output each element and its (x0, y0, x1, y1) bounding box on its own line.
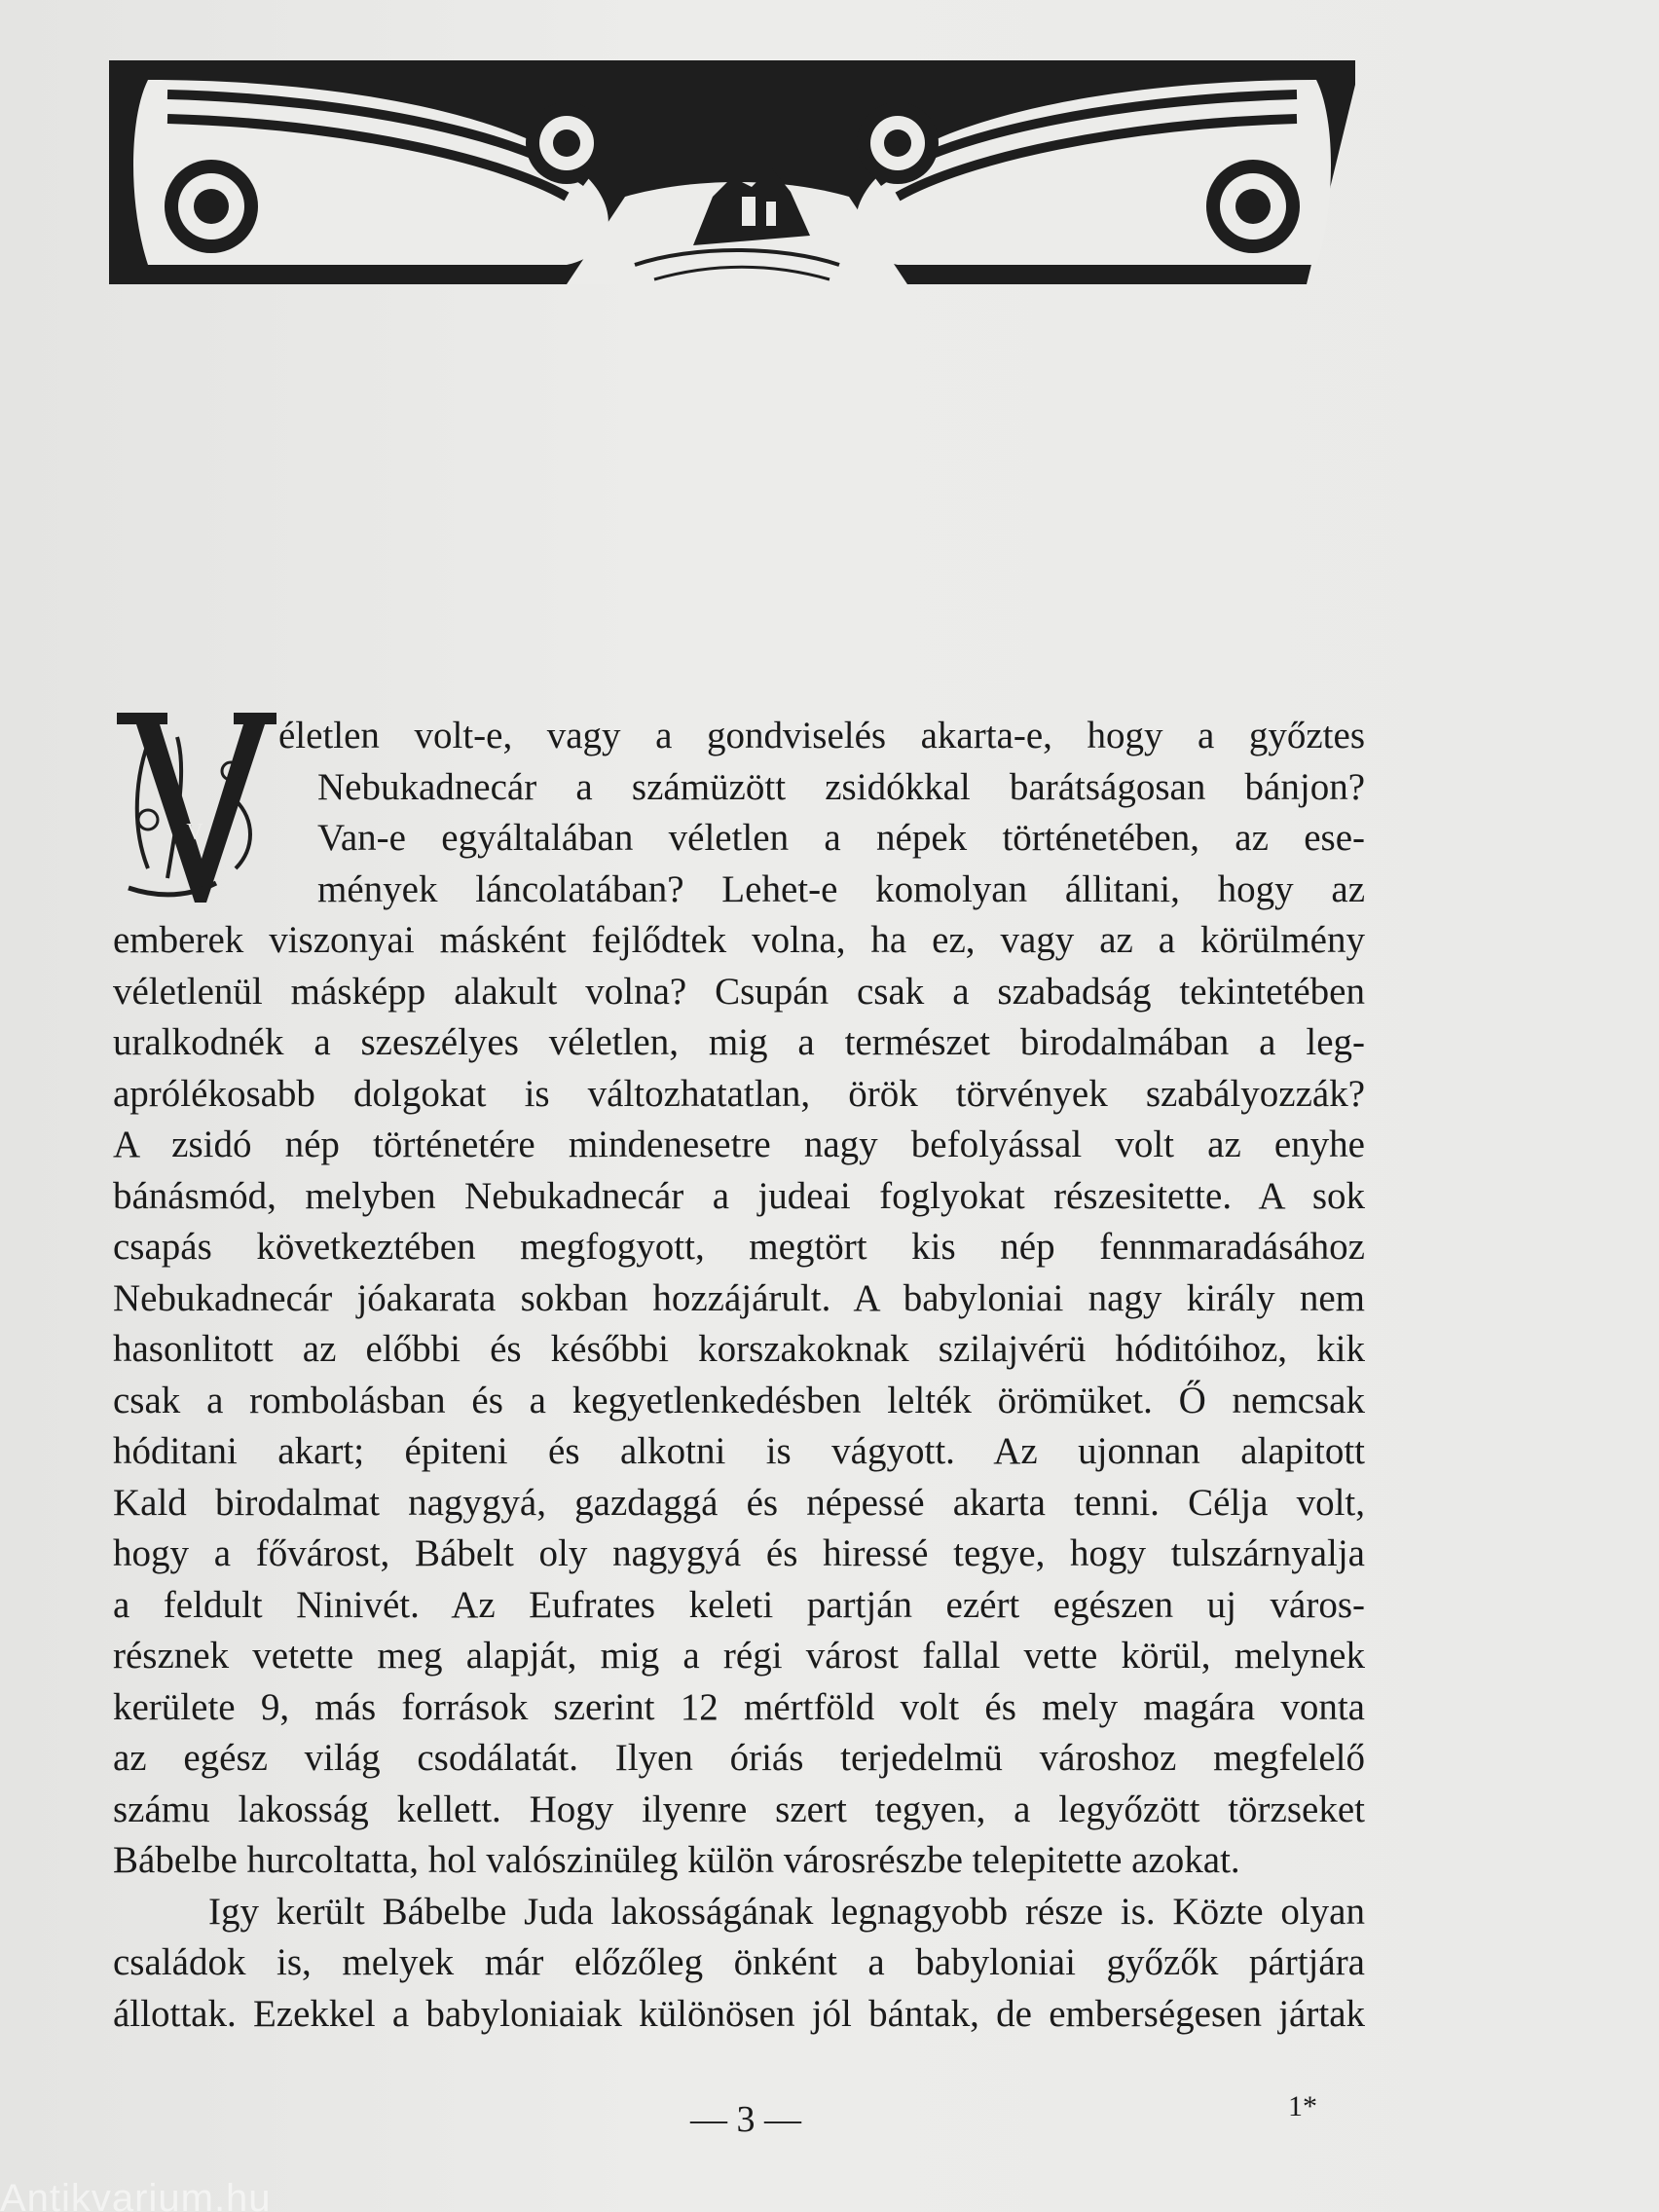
text-line: Bábelbe hurcoltatta, hol valószinüleg külön városrészbe telepitette azokat. (113, 1839, 1240, 1881)
text-line: állottak. Ezekkel a babyloniaiak különösen jól bántak, de emberségesen jártak (113, 1992, 1365, 2035)
text-line: Igy került Bábelbe Juda lakosságának legnagyobb része is. Közte olyan (208, 1890, 1365, 1933)
text-line: Kald birodalmat nagygyá, gazdaggá és népessé akarta tenni. Célja volt, (113, 1481, 1365, 1524)
text-line: aprólékosabb dolgokat is változhatatlan, örök törvények szabályozzák? (113, 1072, 1365, 1115)
signature-mark: 1* (1288, 2090, 1317, 2122)
text-line: hasonlitott az előbbi és későbbi korszakoknak szilajvérü hóditóihoz, kik (113, 1328, 1365, 1370)
text-line: kerülete 9, más források szerint 12 mértföld volt és mely magára vonta (113, 1685, 1365, 1728)
text-line: csapás következtében megfogyott, megtört kis nép fennmaradásához (113, 1226, 1365, 1268)
text-line: számu lakosság kellett. Hogy ilyenre szert tegyen, a legyőzött törzseket (113, 1788, 1365, 1830)
text-line: az egész világ csodálatát. Ilyen óriás terjedelmü városhoz megfelelő (113, 1737, 1365, 1779)
text-line: hogy a fővárost, Bábelt oly nagygyá és hiressé tegye, hogy tulszárnyalja (113, 1532, 1365, 1574)
text-line: véletlenül másképp alakult volna? Csupán csak a szabadság tekintetében (113, 970, 1365, 1013)
art-nouveau-headpiece (109, 60, 1355, 296)
text-line: életlen volt-e, vagy a gondviselés akarta-e, hogy a győztes (278, 715, 1365, 756)
text-line: emberek viszonyai másként fejlődtek volna, ha ez, vagy az a körülmény (113, 919, 1365, 961)
text-line: Van-e egyáltalában véletlen a népek történetében, az ese- (317, 817, 1365, 859)
page-footer (0, 2090, 1659, 2157)
text-line: résznek vetette meg alapját, mig a régi várost fallal vette körül, melynek (113, 1635, 1365, 1677)
initial-letter: V (186, 820, 203, 845)
text-line: mények láncolatában? Lehet-e komolyan állitani, hogy az (317, 867, 1365, 910)
text-line: Nebukadnecár a számüzött zsidókkal barátságosan bánjon? (317, 765, 1365, 808)
text-line: uralkodnék a szeszélyes véletlen, mig a természet birodalmában a leg- (113, 1021, 1365, 1063)
text-line: csak a rombolásban és a kegyetlenkedésben lelték örömüket. Ő nemcsak (113, 1379, 1365, 1421)
text-line: bánásmód, melyben Nebukadnecár a judeai foglyokat részesitette. A sok (113, 1174, 1365, 1217)
body-text (113, 711, 1365, 2040)
watermark: Antikvarium.hu (0, 2177, 272, 2212)
text-line: hóditani akart; épiteni és alkotni is vágyott. Az ujonnan alapitott (113, 1430, 1365, 1472)
page-number: — 3 — (690, 2099, 801, 2140)
text-line: A zsidó nép történetére mindenesetre nagy befolyással volt az enyhe (113, 1124, 1365, 1165)
text-line: Nebukadnecár jóakarata sokban hozzájárult. A babyloniai nagy király nem (113, 1276, 1365, 1319)
text-line: családok is, melyek már előzőleg önként a babyloniai győzők pártjára (113, 1941, 1365, 1983)
text-line: a feldult Ninivét. Az Eufrates keleti partján ezért egészen uj város- (113, 1583, 1365, 1626)
